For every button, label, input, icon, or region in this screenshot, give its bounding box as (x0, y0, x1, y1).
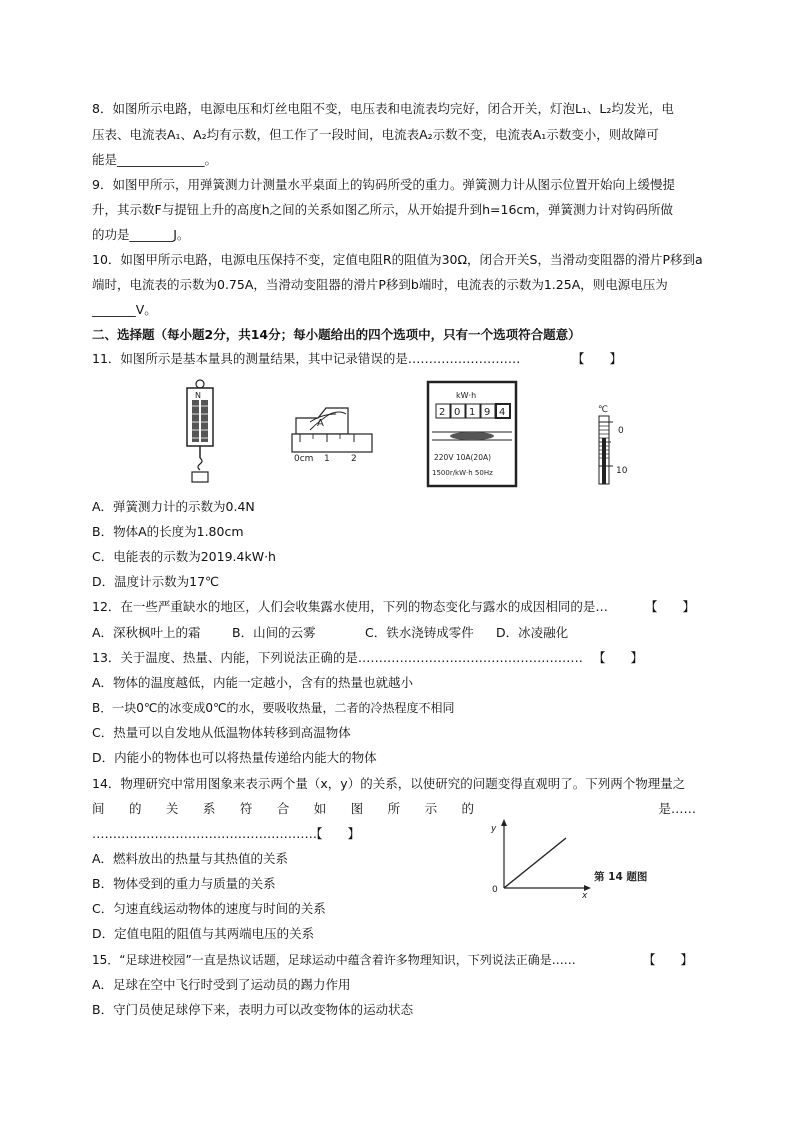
q14-option-a: A．燃料放出的热量与其热值的关系 (92, 851, 289, 866)
q8-line-1: 8．如图所示电路，电源电压和灯丝电阻不变，电压表和电流表均完好，闭合开关，灯泡L₁、L₂均发光，电 (92, 101, 674, 116)
q13-option-b: B．一块0℃的冰变成0℃的水，要吸收热量，二者的冷热程度不相同 (92, 701, 455, 715)
q8-line-3: 能是______________。 (92, 152, 218, 167)
electricity-meter-image (428, 382, 516, 486)
q14-graph (484, 818, 674, 900)
q14-word: 示 (424, 801, 438, 816)
ruler-image (292, 408, 372, 464)
q11-option-a: A．弹簧测力计的示数为0.4N (92, 499, 255, 514)
ruler-object-label: A (317, 418, 324, 429)
q12-option-d: D．冰凌融化 (496, 625, 569, 640)
q13-option-d: D．内能小的物体也可以将热量传递给内能大的物体 (92, 750, 377, 765)
q14-word: 的 (461, 801, 475, 816)
q8-line-2: 压表、电流表A₁、A₂均有示数，但工作了一段时间，电流表A₂示数不变，电流表A₁示数变小，则故障可 (92, 127, 659, 142)
q13-answer-bracket: 【 】 (593, 650, 644, 665)
thermometer-image (598, 405, 628, 484)
q14-word: 的 (128, 801, 142, 816)
q12-answer-bracket: 【 】 (645, 599, 696, 614)
q14-option-d: D．定值电阻的阻值与其两端电压的关系 (92, 926, 315, 941)
meter-unit: kW·h (456, 391, 477, 400)
q14-word: 图 (350, 801, 364, 816)
q10-line-2: 端时，电流表的示数为0.75A，当滑动变阻器的滑片P移到b端时，电流表的示数为1.25A，则电源电压为 (92, 277, 668, 292)
q14-answer-bracket: 【 】 (310, 826, 361, 841)
graph-caption: 第 14 题图 (594, 871, 648, 883)
q10-line-3: _______V。 (92, 302, 157, 317)
q12-option-a: A．深秋枫叶上的霜 (92, 625, 201, 640)
q10-line-1: 10．如图甲所示电路，电源电压保持不变，定值电阻R的阻值为30Ω，闭合开关S，当滑动变阻器的滑片P移到a (92, 252, 703, 267)
graph-y-label: y (491, 824, 497, 834)
thermometer-tick-10: 10 (616, 466, 628, 476)
q14-word: 关 (165, 801, 179, 816)
thermometer-unit: ℃ (598, 405, 609, 415)
q12-option-b: B．山间的云雾 (232, 625, 316, 640)
meter-digit-4: 9 (484, 407, 491, 418)
q11-option-d: D．温度计示数为17℃ (92, 574, 220, 589)
q11-option-c: C．电能表的示数为2019.4kW·h (92, 549, 276, 564)
svg-text:N: N (195, 391, 201, 400)
section-2-heading: 二、选择题（每小题2分，共14分；每小题给出的四个选项中，只有一个选项符合题意） (92, 327, 581, 342)
q12-stem: 12．在一些严重缺水的地区，人们会收集露水使用，下列的物态变化与露水的成因相同的是… (92, 599, 608, 614)
q11-answer-bracket: 【 】 (572, 351, 623, 366)
q14-line-1: 14．物理研究中常用图象来表示两个量（x，y）的关系，以使研究的问题变得直观明了。下列两个物理量之 (92, 776, 686, 791)
q14-option-b: B．物体受到的重力与质量的关系 (92, 876, 276, 891)
q14-line-2 (92, 800, 696, 818)
q13-stem: 13．关于温度、热量、内能，下列说法正确的是……………………………………………… (92, 650, 583, 665)
q13-option-c: C．热量可以自发地从低温物体转移到高温物体 (92, 725, 351, 740)
q14-option-c: C．匀速直线运动物体的速度与时间的关系 (92, 901, 326, 916)
q15-answer-bracket: 【 】 (643, 952, 694, 967)
meter-digit-5: 4 (499, 407, 506, 418)
q9-line-2: 升，其示数F与提钮上升的高度h之间的关系如图乙所示，从开始提升到h=16cm，弹簧测力计对钩码所做 (92, 202, 673, 217)
q11-figure (170, 378, 670, 490)
q14-line-3: ……………………………………………… (92, 826, 317, 841)
q14-word: 合 (276, 801, 290, 816)
thermometer-tick-0: 0 (618, 426, 624, 436)
q11-option-b: B．物体A的长度为1.80cm (92, 524, 244, 539)
ruler-tick-2: 2 (351, 454, 357, 464)
q15-option-a: A．足球在空中飞行时受到了运动员的踢力作用 (92, 977, 351, 992)
q14-word: 系 (202, 801, 216, 816)
graph-x-label: x (582, 891, 588, 900)
graph-origin: 0 (492, 885, 498, 895)
q14-word: 是…… (658, 801, 696, 816)
ruler-tick-0: 0cm (294, 454, 314, 464)
q11-stem: 11．如图所示是基本量具的测量结果，其中记录错误的是……………………… (92, 351, 521, 366)
q9-line-1: 9．如图甲所示，用弹簧测力计测量水平桌面上的钩码所受的重力。弹簧测力计从图示位置开始向上缓慢提 (92, 177, 675, 192)
ruler-tick-1: 1 (324, 454, 330, 464)
meter-spec-1: 220V 10A(20A) (434, 453, 492, 462)
q15-stem: 15．“足球进校园”一直是热议话题，足球运动中蕴含着许多物理知识，下列说法正确是…… (92, 953, 576, 967)
q14-word: 符 (239, 801, 253, 816)
q14-word: 间 (92, 801, 105, 816)
q14-word: 所 (387, 801, 401, 816)
meter-spec-2: 1500r/kW·h 50Hz (432, 469, 493, 477)
spring-scale-image (187, 380, 213, 482)
meter-digit-2: 0 (454, 407, 461, 418)
q15-option-b: B．守门员使足球停下来，表明力可以改变物体的运动状态 (92, 1002, 414, 1017)
q13-option-a: A．物体的温度越低，内能一定越小，含有的热量也就越小 (92, 675, 414, 690)
q14-word: 如 (313, 801, 327, 816)
q12-option-c: C．铁水浇铸成零件 (365, 625, 474, 640)
q9-line-3: 的功是_______J。 (92, 227, 190, 242)
meter-digit-3: 1 (469, 407, 476, 418)
meter-digit-1: 2 (439, 407, 446, 418)
